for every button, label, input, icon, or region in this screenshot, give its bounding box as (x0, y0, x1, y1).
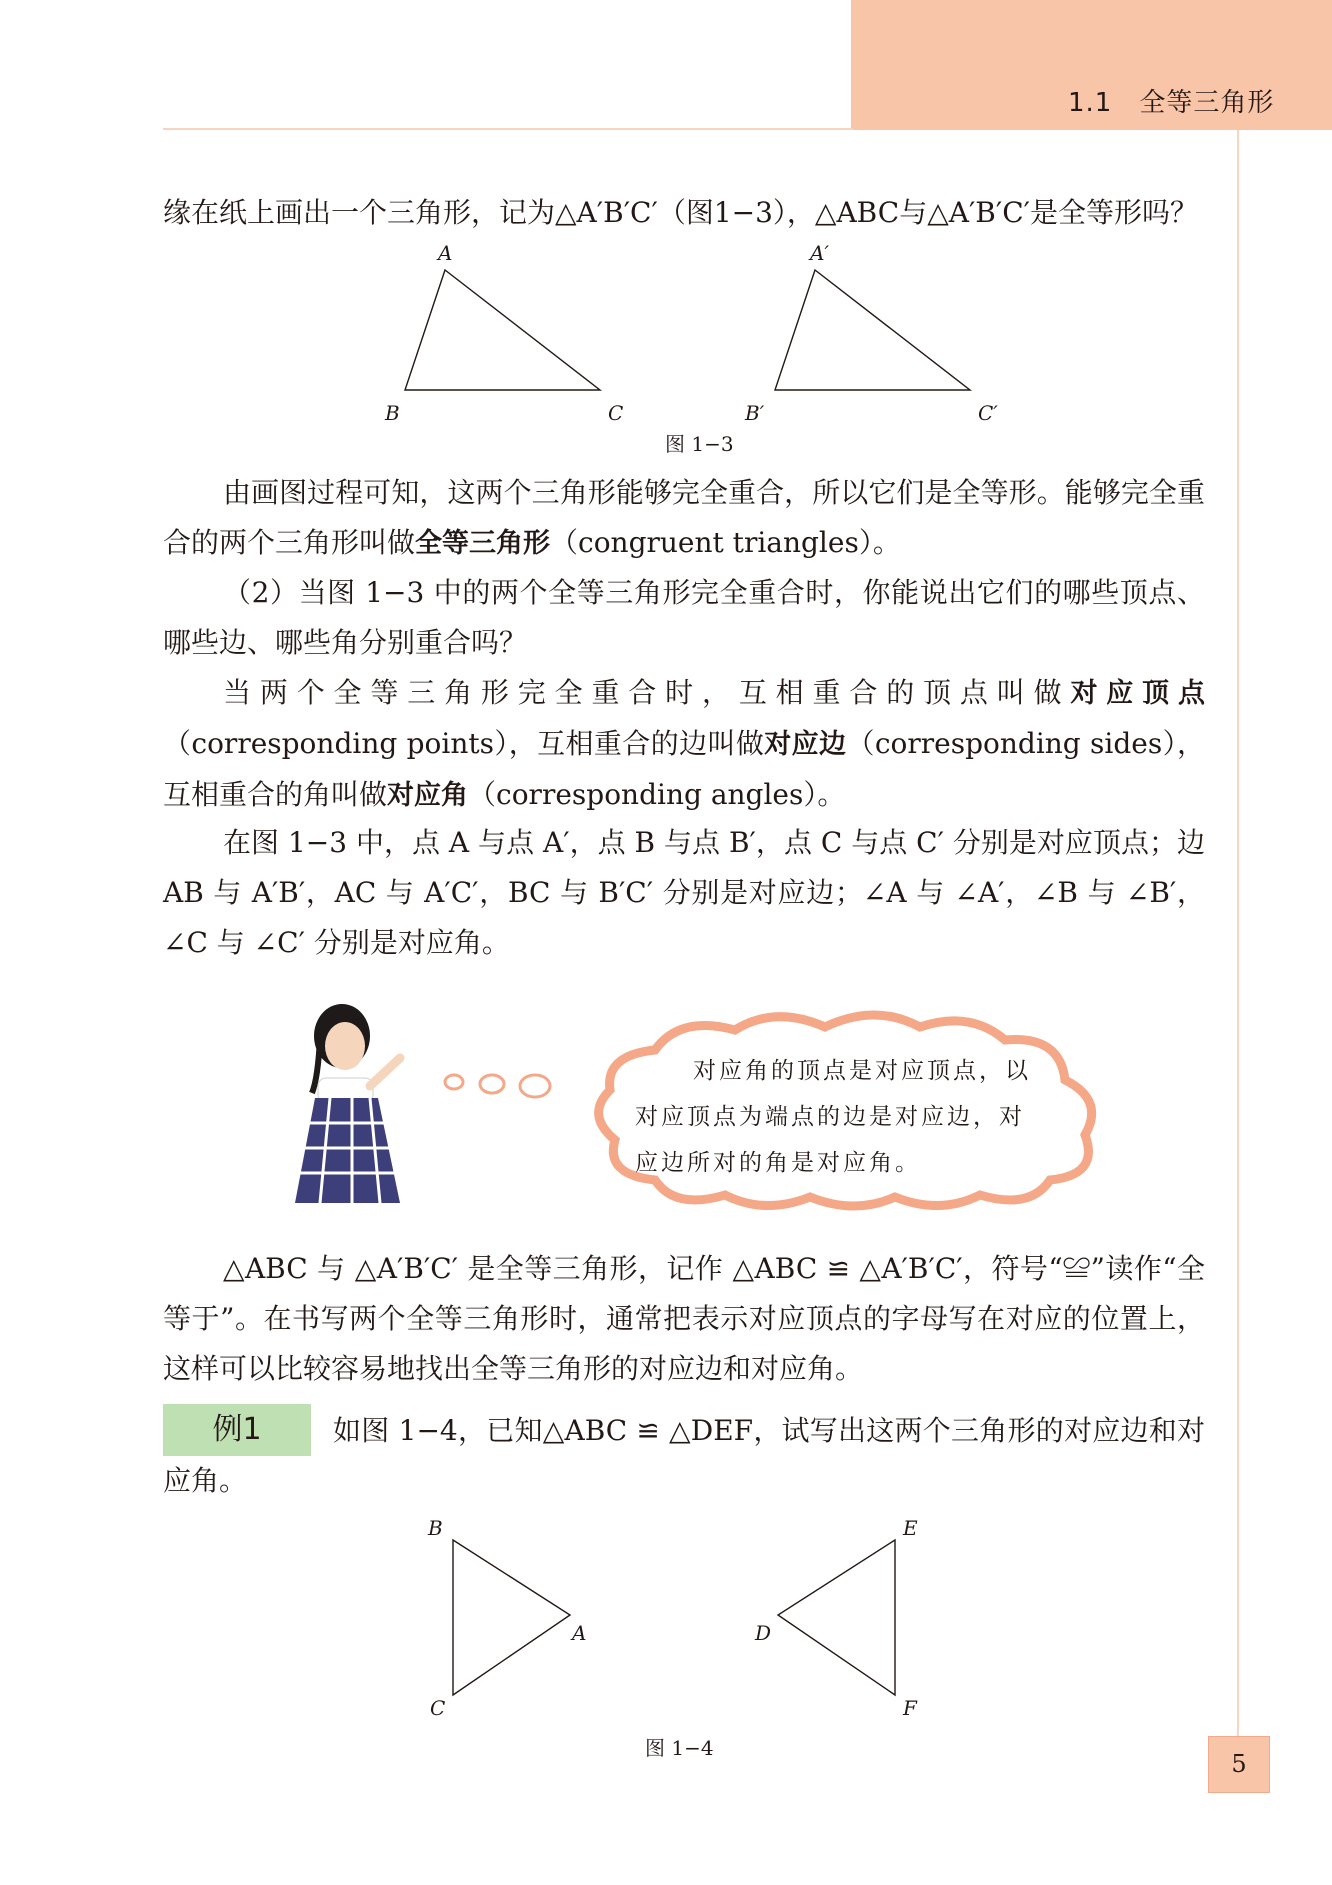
label-e: E (903, 1516, 918, 1540)
triangle-abc (405, 270, 600, 390)
term-congruent-triangles: 全等三角形 (415, 528, 551, 559)
triangle-def (778, 1540, 895, 1695)
label-c-prime: C′ (978, 401, 998, 425)
paragraph-4: 当两个全等三角形完全重合时，互相重合的顶点叫做对应顶点（corresponding points），互相重合的边叫做对应边（corresponding sides），互相重合的角叫做对应角（corresponding angles）。 (163, 676, 1205, 811)
paragraph-5: 在图 1−3 中，点 A 与点 A′，点 B 与点 B′，点 C 与点 C′ 分别是对应顶点；边 AB 与 A′B′，AC 与 A′C′，BC 与 B′C′ 分别是对应边；∠A 与 ∠A′，∠B 与 ∠B′，∠C 与 ∠C′ 分别是对应角。 (163, 826, 1205, 959)
label-a: A (438, 241, 453, 265)
bubble-line-2: 对应顶点为端点的边是对应边，对 (635, 1104, 1025, 1130)
label-f: F (903, 1696, 917, 1720)
paragraph-6: △ABC 与 △A′B′C′ 是全等三角形，记作 △ABC ≌ △A′B′C′，符号“≌”读作“全等于”。在书写两个全等三角形时，通常把表示对应顶点的字母写在对应的位置上，这样可以比较容易地找出全等三角形的对应边和对应角。 (163, 1252, 1205, 1385)
figure-1-3 (370, 240, 1020, 440)
label-c-2: C (430, 1696, 446, 1720)
label-b: B (385, 401, 400, 425)
label-c: C (608, 401, 624, 425)
label-b-prime: B′ (745, 401, 765, 425)
term-corresponding-angles: 对应角 (387, 780, 469, 811)
margin-rule (1237, 130, 1239, 1740)
figure-1-4 (420, 1515, 940, 1725)
figure-1-4-caption: 图 1−4 (645, 1736, 714, 1760)
label-b-2: B (428, 1516, 443, 1540)
bubble-line-3: 应边所对的角是对应角。 (635, 1150, 921, 1176)
paragraph-2: 由画图过程可知，这两个三角形能够完全重合，所以它们是全等形。能够完全重合的两个三角形叫做全等三角形（congruent triangles）。 (163, 476, 1205, 559)
example-badge: 例1 (163, 1404, 311, 1456)
thought-dots (440, 1065, 560, 1105)
triangle-a1b1c1 (775, 270, 970, 390)
paragraph-1: 缘在纸上画出一个三角形，记为△A′B′C′（图1−3），△ABC与△A′B′C′是全等形吗？ (163, 196, 1199, 229)
paragraph-3: （2）当图 1−3 中的两个全等三角形完全重合时，你能说出它们的哪些顶点、哪些边、哪些角分别重合吗？ (163, 576, 1205, 659)
bubble-line-1: 对应角的顶点是对应顶点，以 (693, 1058, 1031, 1084)
girl-illustration (290, 998, 420, 1208)
term-corresponding-sides: 对应边 (764, 729, 847, 760)
label-a-2: A (572, 1621, 587, 1645)
header-rule (163, 128, 853, 130)
figure-1-3-caption: 图 1−3 (665, 432, 734, 456)
triangle-abc-2 (453, 1540, 570, 1695)
example-text: 如图 1−4，已知△ABC ≌ △DEF，试写出这两个三角形的对应边和对应角。 (163, 1414, 1205, 1497)
label-a-prime: A′ (810, 241, 829, 265)
term-corresponding-points: 对应顶点 (1070, 678, 1205, 709)
page-number: 5 (1208, 1736, 1270, 1793)
bubble-text (635, 1048, 1055, 1186)
section-title: 1.1 全等三角形 (1068, 88, 1275, 118)
label-d: D (755, 1621, 772, 1645)
